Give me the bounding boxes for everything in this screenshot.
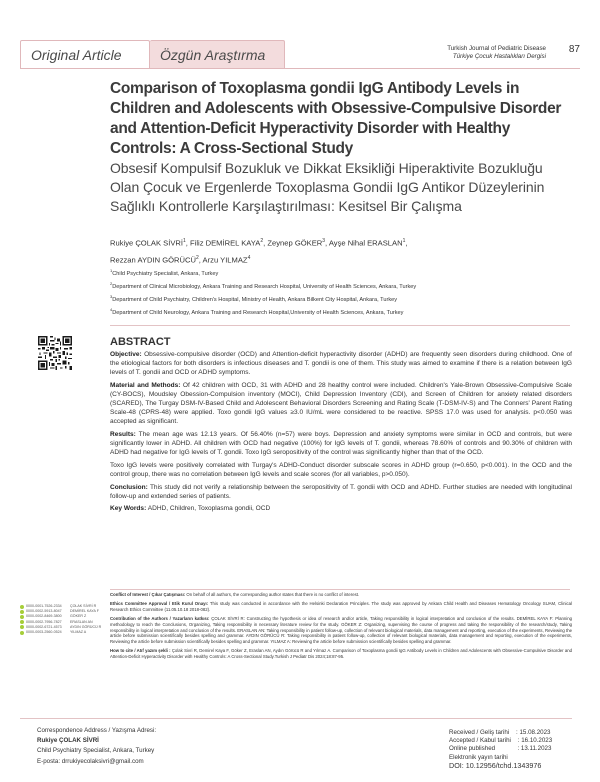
article-type-tab-tr: Özgün Araştırma bbox=[150, 40, 285, 68]
author: Rezzan AYDIN GÖRÜCÜ bbox=[110, 255, 196, 265]
abstract-objective: Objective: Obsessive-compulsive disorder (OCD) and Attention-deficit hyperactivity disorder (ADHD) are frequently seen disorders during childhood. One of the etiological factors for both disorders is infectious diseases and T. gondii is one of them. This study was aimed to examine if there is a relation between IgG levels of T. gondii and OCD or ADHD symptoms. bbox=[110, 351, 572, 377]
article-declarations bbox=[110, 592, 572, 663]
footer-divider bbox=[110, 589, 570, 590]
abstract-heading: ABSTRACT bbox=[110, 336, 171, 348]
author: Zeynep GÖKER bbox=[267, 238, 323, 248]
correspondence-block bbox=[37, 726, 156, 767]
electronic-date-label: Elektronik yayın tarihi bbox=[449, 753, 508, 761]
accepted-date: Accepted / Kabul tarihi : 16.10.2023 bbox=[449, 737, 553, 745]
abstract-methods: Material and Methods: Of 42 children with OCD, 31 with ADHD and 28 healthy control were included. Children's Yale-Brown Obsessive-Compulsive Scale (CY-BOCS), Moudsley Obession-Compulsion inventory (MOCI), Child Depression Inventory (CDI), and Screen of Children for anxiety related disorders (SCARED), The Turgay DSM-IV-Based Child and Adolescent Behavioral Disorders Screening and Rating Scale (T-DSM-IV-S) and The Conners' Parent Rating Scale-48 (CPRS-48) were applied. Toxo gondii IgG values ≥3.0 IU/mL were considered to be reactive. SPSS 17.0 was used for analysis. p<0.050 was accepted as significant. bbox=[110, 381, 572, 426]
article-dates bbox=[449, 729, 552, 770]
received-date: Received / Geliş tarihi : 15.08.2023 bbox=[449, 729, 551, 736]
orcid-row: 0000-0002-7956-7827 ERASLAN AN bbox=[20, 620, 108, 625]
journal-name bbox=[447, 45, 546, 61]
orcid-icon bbox=[20, 610, 24, 614]
orcid-icon bbox=[20, 620, 24, 624]
header-divider bbox=[20, 68, 580, 69]
affiliation: $^4$Department of Child Neurology, Ankara Training and Research Hospital,University of Health Sciences, Ankara, Turkey bbox=[110, 306, 404, 316]
abstract-body bbox=[110, 350, 572, 517]
author: Filiz DEMİREL KAYA bbox=[190, 238, 261, 248]
article-title: Comparison of Toxoplasma gondii IgG Antibody Levels in Children and Adolescents with Obsessive-Compulsive Disorder and Attention-Deficit Hyperactivity Disorder with Healthy Controls: A Cross-Sectional Study bbox=[110, 80, 562, 157]
abstract-conclusion: Conclusion: This study did not verify a relationship between the seropositivity of T. gondii with OCD and ADHD. Further studies are needed with longitudinal follow-up and extended series of patients. bbox=[110, 483, 573, 500]
affiliation: $^1$Child Psychiatry Specialist, Ankara, Turkey bbox=[110, 268, 219, 277]
correspondence-email[interactable]: E-posta: drrukiyecolaksivri@gmail.com bbox=[37, 757, 144, 765]
article-type-tab: Original Article bbox=[20, 40, 150, 68]
qr-code-icon bbox=[38, 336, 72, 370]
author: Rukiye ÇOLAK SİVRİ bbox=[110, 238, 184, 248]
orcid-row: 0000-0002-5913-8047 DEMİREL KAYA F bbox=[20, 609, 108, 614]
orcid-row: 0000-0002-6721-4573 AYDIN GÖRÜCÜ R bbox=[20, 625, 108, 630]
author-list: Rukiye ÇOLAK SİVRİ$^1$, Filiz DEMİREL KAYA$^2$, Zeynep GÖKER$^3$, Ayşe Nihal ERASLAN$^1$, Rezzan AYDIN GÖRÜCÜ$^2$, Arzu YILMAZ$^4$ bbox=[110, 238, 408, 265]
author: Arzu YILMAZ bbox=[202, 255, 248, 265]
abstract-divider bbox=[110, 325, 570, 326]
abstract-results-continued: Toxo IgG levels were positively correlated with Turgay's ADHD-Conduct disorder subscale scores in ADHD group (r=0.650, p<0.001). In the OCD and the control group, there was no correlation between IgG levels and scale scores (for all variables, p>0.050). bbox=[110, 461, 572, 478]
author-contributions: Contribution of the Authors / Yazarların katkısı: ÇOLAK SİVRİ R: Constructing the hypothesis or idea of research and/or article, Taking responsibility in logical interpretation and conclusion of the results. DEMİREL KAYA F: Planning methodology to reach the Conclusions, Organizing, Taking responsibility in necessary literature review for the study. GÖKER Z: Organizing, supervising the course of progress and taking the responsibility of the research/study, Taking responsibility in logical interpretation and conclusion of the results. ERASLAN AN: Taking responsibility in patient follow-up, collection of relevant biological materials, data management and reporting, execution of the experiments, Reviewing the article before submission scientifically besides spelling and grammar. AYDIN GÖRÜCÜ R: Taking responsibility in patient follow-up, collection of relevant biological materials, data management and reporting, execution of the experiments, Reviewing the article before submission scientifically besides spelling and grammar. YILMAZ A: Reviewing the article before submission scientifically besides spelling and grammar. bbox=[110, 615, 572, 645]
ethics-approval: Ethics Committee Approval / Etik Kurul Onayı: This study was conducted in accordance with the Helsinki Declaration Principles. The study was approved by Ankara Child Health and Diseases Hematology Oncology SUAM, Clinical Research Ethics Committee (11.05.10.18 2018-082). bbox=[110, 600, 572, 612]
correspondence-affiliation: Child Psychiatry Specialist, Ankara, Turkey bbox=[37, 747, 155, 755]
orcid-row: 0000-0003-2560-0524 YILMAZ A bbox=[20, 630, 108, 635]
how-to-cite: How to cite / Atıf yazım şekli : Çolak Sivri R, Demirel Kaya F, Göker Z, Eraslan AN, Aydın Görücü R and Yılmaz A. Comparison of Toxoplasma gondii IgG Antibody Levels in Children and Adolescents with Obsessive-Compulsive Disorder and Attention-Deficit Hyperactivity Disorder with Healthy Controls: A Cross-Sectional Study.Turkish J Pediatr Dis 2024;18:87-95. bbox=[110, 648, 572, 660]
orcid-icon bbox=[20, 631, 24, 635]
correspondence-divider bbox=[20, 718, 572, 719]
orcid-icon bbox=[20, 625, 24, 629]
correspondence-name: Rukiye ÇOLAK SİVRİ bbox=[37, 737, 99, 745]
orcid-icon bbox=[20, 615, 24, 619]
orcid-row: 0000-0002-8469-3800 GÖKER Z bbox=[20, 614, 108, 619]
page-number: 87 bbox=[568, 44, 580, 55]
abstract-results: Results: The mean age was 12.13 years. Of 56.40% (n=57) were boys. Depression and anxiety symptoms were similar in OCD and controls, but were significantly lower in ADHD. All children with OCD had negative (100%) for IgG levels of T. gondii, whereas 78.60% of controls and 90.30% of children with ADHD had negative for IgG levels of T. gondii. Toxo IgG seropositivity of the control was significantly higher than that of the OCD. bbox=[110, 430, 573, 457]
affiliation: $^2$Department of Clinical Microbiology, Ankara Training and Research Hospital, University of Health Sciences, Ankara, Turkey bbox=[110, 280, 417, 290]
online-date: Online published : 13.11.2023 bbox=[449, 745, 552, 753]
page-header bbox=[20, 40, 580, 70]
abstract-keywords: Key Words: ADHD, Children, Toxoplasma gondii, OCD bbox=[110, 505, 271, 513]
orcid-row: 0000-0001-7526-2334 ÇOLAK SİVRİ R bbox=[20, 604, 108, 609]
orcid-list bbox=[20, 604, 108, 635]
orcid-icon bbox=[20, 605, 24, 609]
conflict-of-interest: Conflict of Interest / Çıkar Çatışması: On behalf of all authors, the corresponding author states that there is no conflict of interest. bbox=[110, 592, 360, 597]
affiliation: $^3$Department of Child Psychiatry, Children's Hospital, Ministry of Health, Ankara Bilkent City Hospital, Ankara, Turkey bbox=[110, 293, 398, 303]
affiliation-list bbox=[110, 266, 570, 317]
doi-link[interactable]: DOI: 10.12956/tchd.1343976 bbox=[449, 760, 542, 770]
author: Ayşe Nihal ERASLAN bbox=[328, 238, 403, 248]
correspondence-label: Correspondence Address / Yazışma Adresi: bbox=[37, 727, 157, 734]
journal-name-en: Turkish Journal of Pediatric Disease bbox=[447, 45, 546, 52]
article-title-tr: Obsesif Kompulsif Bozukluk ve Dikkat Eksikliği Hiperaktivite Bozukluğu Olan Çocuk ve Ergenlerde Toxoplasma Gondii IgG Antikor Düzeylerinin Sağlıklı Kontrollerle Karşılaştırılması: Kesitsel Bir Çalışma bbox=[110, 160, 545, 214]
journal-name-tr: Türkiye Çocuk Hastalıkları Dergisi bbox=[452, 53, 546, 60]
